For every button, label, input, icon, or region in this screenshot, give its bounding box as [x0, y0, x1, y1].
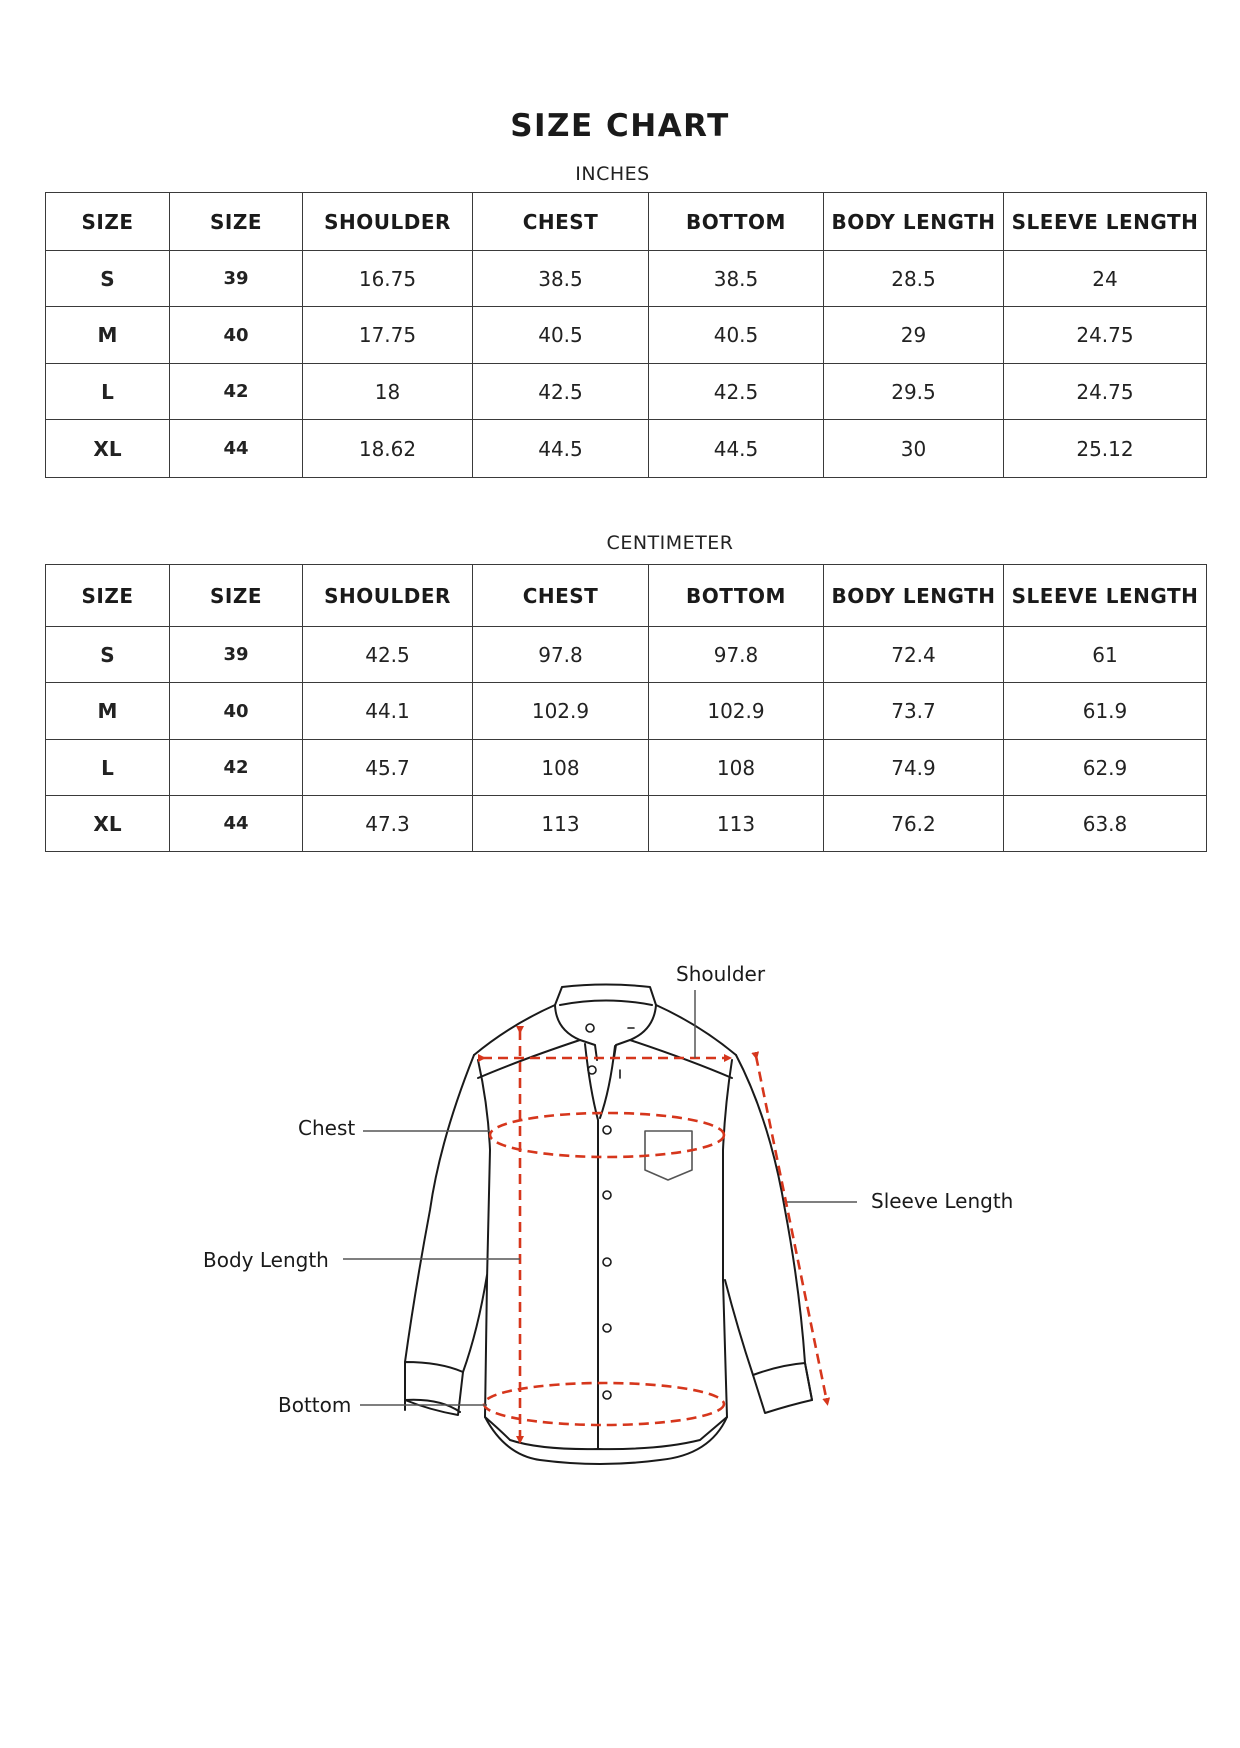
table-cell: 113 [649, 796, 824, 852]
table-cell: 38.5 [649, 251, 824, 307]
bottom-label: Bottom [278, 1393, 352, 1417]
body-length-label: Body Length [203, 1248, 329, 1272]
table-cell: 30 [824, 420, 1004, 478]
table-cell: 24.75 [1004, 364, 1207, 420]
table-cell: 44 [170, 796, 303, 852]
table-cell: 97.8 [649, 627, 824, 683]
table-cell: L [46, 740, 170, 796]
table-cell: 62.9 [1004, 740, 1207, 796]
table-cell: 29.5 [824, 364, 1004, 420]
table-cell: 47.3 [303, 796, 473, 852]
column-header: BODY LENGTH [824, 193, 1004, 251]
table-cell: 39 [170, 251, 303, 307]
chest-measure [490, 1113, 724, 1157]
table-cell: 44.5 [473, 420, 649, 478]
table-cell: 40 [170, 683, 303, 740]
column-header: BODY LENGTH [824, 565, 1004, 627]
table-cell: S [46, 627, 170, 683]
table-cell: 29 [824, 307, 1004, 364]
chest-label: Chest [298, 1116, 356, 1140]
column-header: BOTTOM [649, 565, 824, 627]
column-header: SIZE [170, 565, 303, 627]
table-cell: 24.75 [1004, 307, 1207, 364]
table-cell: 72.4 [824, 627, 1004, 683]
column-header: BOTTOM [649, 193, 824, 251]
table-cell: 24 [1004, 251, 1207, 307]
sleeve-length-label: Sleeve Length [871, 1189, 1014, 1213]
table-cell: 76.2 [824, 796, 1004, 852]
table-cell: 73.7 [824, 683, 1004, 740]
table-cell: 102.9 [649, 683, 824, 740]
page-title: SIZE CHART [510, 108, 730, 144]
table-cell: 97.8 [473, 627, 649, 683]
table-cell: 45.7 [303, 740, 473, 796]
table-cell: 102.9 [473, 683, 649, 740]
column-header: SLEEVE LENGTH [1004, 565, 1207, 627]
table-cell: 25.12 [1004, 420, 1207, 478]
shoulder-label: Shoulder [676, 962, 766, 986]
table-cell: 63.8 [1004, 796, 1207, 852]
table-cell: 40.5 [473, 307, 649, 364]
table-cell: S [46, 251, 170, 307]
table-cell: 113 [473, 796, 649, 852]
column-header: SIZE [46, 565, 170, 627]
table-cell: 18 [303, 364, 473, 420]
table-cell: 42.5 [473, 364, 649, 420]
column-header: CHEST [473, 193, 649, 251]
table-cell: M [46, 683, 170, 740]
table-cell: 61 [1004, 627, 1207, 683]
table-cell: 42.5 [303, 627, 473, 683]
column-header: SIZE [46, 193, 170, 251]
sleeve-length-measure [756, 1056, 827, 1402]
table-cell: M [46, 307, 170, 364]
table-cell: 61.9 [1004, 683, 1207, 740]
table-cell: 17.75 [303, 307, 473, 364]
table-cell: 40 [170, 307, 303, 364]
table-cell: 42.5 [649, 364, 824, 420]
table-cell: 42 [170, 740, 303, 796]
table-cell: 44.1 [303, 683, 473, 740]
table-cell: L [46, 364, 170, 420]
table-cell: 38.5 [473, 251, 649, 307]
column-header: SHOULDER [303, 193, 473, 251]
table-cell: 40.5 [649, 307, 824, 364]
table-cell: 39 [170, 627, 303, 683]
table-cell: 42 [170, 364, 303, 420]
table-cell: 44 [170, 420, 303, 478]
table-cell: 18.62 [303, 420, 473, 478]
unit-label-centimeter: CENTIMETER [606, 532, 734, 554]
unit-label-inches: INCHES [575, 163, 650, 185]
column-header: SHOULDER [303, 565, 473, 627]
column-header: SIZE [170, 193, 303, 251]
table-cell: 108 [473, 740, 649, 796]
column-header: CHEST [473, 565, 649, 627]
table-cell: 16.75 [303, 251, 473, 307]
table-cell: 74.9 [824, 740, 1004, 796]
table-cell: 28.5 [824, 251, 1004, 307]
table-cell: 44.5 [649, 420, 824, 478]
column-header: SLEEVE LENGTH [1004, 193, 1207, 251]
table-cell: XL [46, 420, 170, 478]
table-cell: 108 [649, 740, 824, 796]
table-cell: XL [46, 796, 170, 852]
